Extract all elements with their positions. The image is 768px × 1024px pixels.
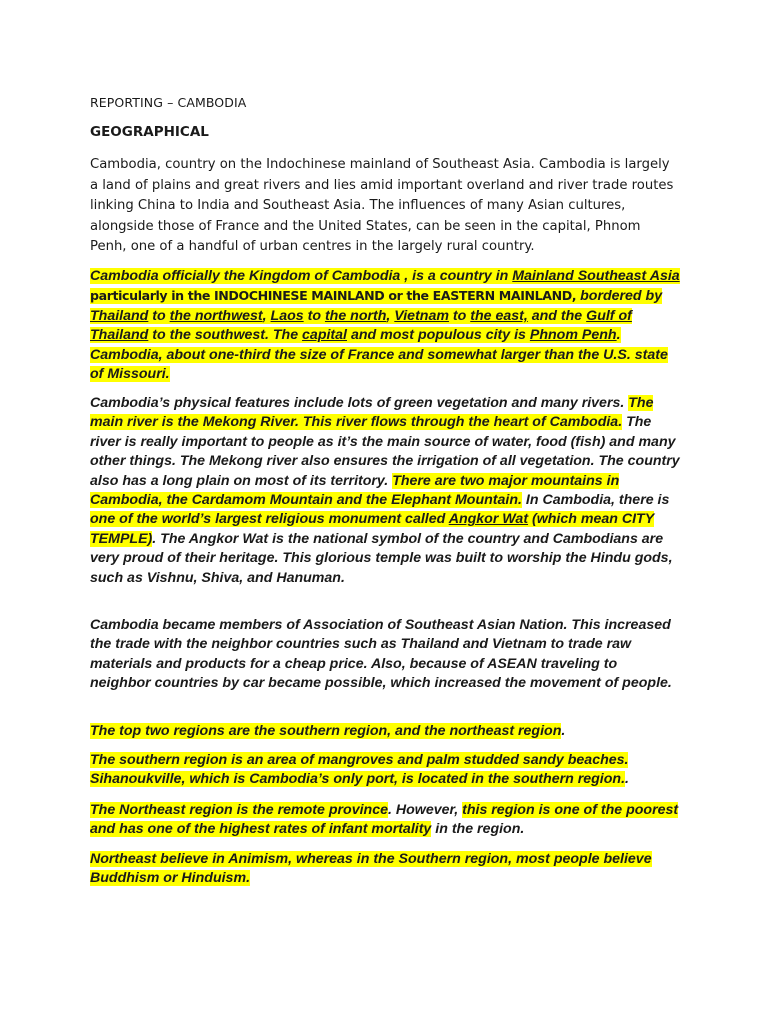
section-heading: GEOGRAPHICAL (90, 124, 209, 140)
text-span: bordered by (576, 288, 663, 305)
text-span: In Cambodia, there is (521, 492, 670, 509)
text-span: to (448, 307, 471, 324)
text-span: . (561, 723, 566, 739)
paragraph-asean: Cambodia became members of Association of Southeast Asian Nation. This increased the trade with the neighbor countries such as Thailand and Vietnam to trade raw materials and products for a cheap price. Also, because of ASEAN traveling to neighbor countries by car became possible, which increased the movement of people. (90, 617, 672, 692)
link-mainland-southeast-asia[interactable]: Mainland Southeast Asia (512, 268, 680, 284)
paragraph-overview (90, 266, 680, 384)
link-vietnam[interactable]: Vietnam (394, 307, 449, 324)
highlight-span: one of the world’s largest religious monument called (90, 511, 449, 528)
intro-paragraph: Cambodia, country on the Indochinese mainland of Southeast Asia. Cambodia is largely a land of plains and great rivers and lies amid important overland and river trade routes linking China to India and Southeast Asia. The influences of many Asian cultures, alongside those of France and the United States, can be seen in the capital, Phnom Penh, one of a handful of urban centres in the largely rural country. (90, 157, 674, 254)
text-span: to (148, 307, 170, 324)
link-capital[interactable]: capital (302, 327, 347, 344)
text-span: to (303, 307, 325, 324)
text-span: and most populous city is (347, 327, 530, 344)
text-span: to the southwest. The (148, 327, 303, 344)
text-span: , (386, 307, 395, 324)
text-span: . Cambodia, about one-third the size of France and somewhat larger than the U.S. state of Missouri. (90, 327, 668, 383)
highlight-span: this region is one of the poorest and has one of the highest rates of infant mortality (90, 802, 679, 838)
text-span: Cambodia (90, 268, 159, 284)
highlight-span: The main river is the Mekong River. This river flows through the heart of Cambodia. (90, 395, 654, 431)
text-span: officially the Kingdom of Cambodia , is a country in (158, 268, 513, 284)
paragraph-northeast-region (90, 801, 680, 840)
text-span: , (262, 307, 271, 324)
highlight-span: (which mean CITY TEMPLE) (90, 511, 654, 547)
link-phnom-penh[interactable]: Phnom Penh (529, 327, 617, 344)
paragraph-religion (90, 850, 680, 889)
link-the-east[interactable]: the east, (470, 307, 528, 324)
text-span: The river is really important to people as it’s the main source of water, food (fish) and many other things. The Mekong river also ensures the irrigation of all vegetation. The country also has a long plain on most of its territory. (90, 414, 680, 489)
text-span: . The Angkor Wat is the national symbol of the country and Cambodians are very proud of their heritage. This glorious temple was built to worship the Hindu gods, such as Vishnu, Shiva, and Hanuman. (90, 530, 673, 586)
text-span: and the (527, 307, 587, 324)
link-the-northwest[interactable]: the northwest (169, 307, 263, 324)
highlight-span: The Northeast region is the remote province (90, 802, 388, 818)
text-span: in the region. (431, 821, 525, 838)
link-thailand[interactable]: Thailand (90, 307, 149, 324)
text-span: Cambodia’s physical features include lots of green vegetation and many rivers. (90, 395, 629, 411)
link-laos[interactable]: Laos (270, 307, 304, 324)
text-span: particularly in the INDOCHINESE MAINLAND or the EASTERN MAINLAND, (90, 288, 577, 304)
link-the-north[interactable]: the north (324, 307, 387, 324)
text-span: . However, (388, 802, 463, 818)
highlight-span: The top two regions are the southern region, and the northeast region (90, 723, 562, 739)
paragraph-regions (90, 722, 680, 741)
paragraph-southern-region (90, 751, 680, 790)
report-title: REPORTING – CAMBODIA (90, 95, 247, 110)
highlight-span: There are two major mountains in Cambodia, the Cardamom Mountain and the Elephant Mountain. (90, 472, 620, 509)
link-gulf-of-thailand[interactable]: Gulf of Thailand (90, 307, 632, 344)
link-angkor-wat[interactable]: Angkor Wat (448, 511, 529, 528)
paragraph-physical-features (90, 394, 680, 588)
highlight-span: The southern region is an area of mangroves and palm studded sandy beaches. Sihanoukville, which is Cambodia’s only port, is located in the southern region. (90, 752, 629, 788)
highlight-span: Northeast believe in Animism, whereas in the Southern region, most people believe Buddhism or Hinduism. (90, 851, 652, 887)
text-span: . (625, 771, 629, 788)
